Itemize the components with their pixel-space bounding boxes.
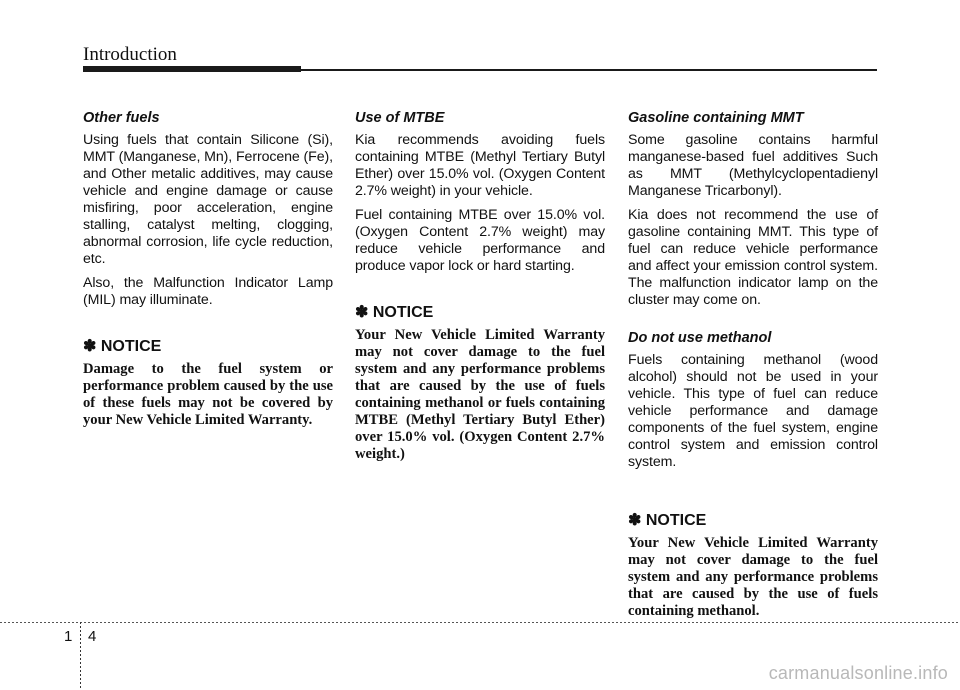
- footer-page-divider: [80, 622, 81, 690]
- section-title-other-fuels: Other fuels: [83, 110, 160, 126]
- paragraph: Using fuels that contain Silicone (Si), MMT (Manganese, Mn), Ferrocene (Fe), and Other metalic additives, may cause vehicle and engine damage or cause misfiring, poor acceleration, engine stalling, catalyst melting, clogging, abnormal corrosion, life cycle reduction, etc.: [83, 132, 334, 267]
- paragraph: Some gasoline contains harmful manganese-based fuel additives Such as MMT (Methylcyclopentadienyl Manganese Tricarbonyl).: [628, 132, 878, 199]
- notice-title: ✽ NOTICE: [628, 512, 707, 529]
- paragraph: Fuel containing MTBE over 15.0% vol. (Oxygen Content 2.7% weight) may reduce vehicle performance and produce vapor lock or hard starting.: [355, 207, 605, 274]
- section-title-methanol: Do not use methanol: [628, 330, 772, 346]
- paragraph: Fuels containing methanol (wood alcohol) should not be used in your vehicle. This type of fuel can reduce vehicle performance and damage components of the fuel system, engine control system and emission control system.: [628, 352, 878, 470]
- notice-text: Your New Vehicle Limited Warranty may not cover damage to the fuel system and any performance problems that are caused by the use of fuels containing methanol.: [628, 535, 878, 619]
- header-rule-thick: [83, 66, 301, 72]
- column-other-fuels: [83, 110, 333, 429]
- section-title-gasoline-mmt: Gasoline containing MMT: [628, 110, 804, 126]
- header-rule-thin: [301, 69, 877, 71]
- notice-title: ✽ NOTICE: [355, 304, 434, 321]
- page-number: 4: [88, 628, 97, 645]
- column-use-of-mtbe: [355, 110, 605, 463]
- paragraph: Kia does not recommend the use of gasoline containing MMT. This type of fuel can reduce vehicle performance and affect your emission control system. The malfunction indicator lamp on the cluster may come on.: [628, 207, 878, 308]
- section-title-use-of-mtbe: Use of MTBE: [355, 110, 445, 126]
- watermark: carmanualsonline.info: [768, 663, 948, 683]
- page-chapter-number: 1: [64, 628, 73, 645]
- paragraph: Also, the Malfunction Indicator Lamp (MIL) may illuminate.: [83, 275, 333, 308]
- notice-text: Your New Vehicle Limited Warranty may not cover damage to the fuel system and any performance problems that are caused by the use of fuels containing methanol or fuels containing MTBE (Methyl Tertiary Butyl Ether) over 15.0% vol. (Oxygen Content 2.7% weight.): [355, 327, 605, 462]
- notice-text: Damage to the fuel system or performance problem caused by the use of these fuels may not be covered by your New Vehicle Limited Warranty.: [83, 361, 333, 428]
- footer-divider: [0, 622, 960, 623]
- page-header-title: Introduction: [83, 44, 177, 65]
- column-gasoline-mmt: [628, 110, 878, 620]
- paragraph: Kia recommends avoiding fuels containing MTBE (Methyl Tertiary Butyl Ether) over 15.0% vol. (Oxygen Content 2.7% weight) in your vehicle.: [355, 132, 605, 199]
- notice-title: ✽ NOTICE: [83, 338, 162, 355]
